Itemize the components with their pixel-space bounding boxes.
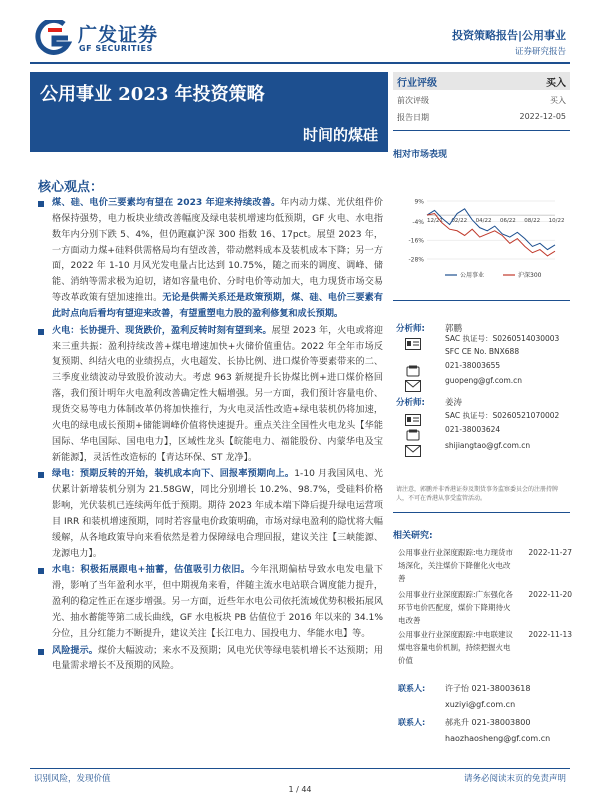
analyst-2-label: 分析师: xyxy=(396,398,425,408)
contact-label: 联系人: xyxy=(398,718,426,727)
related-title: 相关研究: xyxy=(393,531,433,541)
x-tick-label: 10/22 xyxy=(548,218,565,225)
footer-slogan: 识别风险，发现价值 xyxy=(34,774,111,784)
related-item-text: 公用事业行业深度跟踪:广东强化各环节电价匹配度，煤价下降期待火电改善 xyxy=(398,590,514,625)
relative-performance-chart xyxy=(405,193,565,283)
related-item[interactable] xyxy=(398,588,572,627)
analyst-1-label: 分析师: xyxy=(396,324,425,334)
phone-icon xyxy=(405,362,421,374)
analyst-divider xyxy=(393,300,570,301)
header-divider xyxy=(30,62,570,64)
related-item-text: 公用事业行业深度跟踪:电力现货市场深化，关注煤价下降催化火电改善 xyxy=(398,548,514,583)
core-para-2 xyxy=(38,324,383,467)
company-logo xyxy=(34,18,204,58)
prev-rating-label: 前次评级 xyxy=(397,96,429,105)
phone-icon xyxy=(405,426,421,438)
contact-1-phone: 许子怡 021-38003618 xyxy=(445,684,531,693)
contact-label: 联系人: xyxy=(398,684,426,693)
prev-rating-row xyxy=(393,95,570,109)
bullet-square-icon xyxy=(38,649,44,655)
report-date-label: 报告日期 xyxy=(397,113,429,122)
logo-en-text: GF SECURITIES xyxy=(79,44,153,53)
related-item-text: 公用事业行业深度跟踪:中电联建议煤电容量电价机制，持续把握火电价值 xyxy=(398,630,514,665)
bullet-square-icon xyxy=(38,472,44,478)
rating-label: 行业评级 xyxy=(397,78,437,89)
report-sub: 证券研究报告 xyxy=(514,47,566,57)
analyst-1-name: 郭鹏 xyxy=(445,324,463,334)
core-para-5 xyxy=(38,644,383,676)
core-para-1 xyxy=(38,196,383,323)
bullet-square-icon xyxy=(38,329,44,335)
report-type: 投资策略报告|公用事业 xyxy=(451,29,566,42)
analyst-2-email[interactable]: shijiangtao@gf.com.cn xyxy=(445,441,531,450)
related-item-date: 2022-11-13 xyxy=(528,630,572,639)
para-lead: 绿电：预期反转的开始，装机成本向下、回报率预期向上。 xyxy=(52,469,295,480)
bullet-square-icon xyxy=(38,568,44,574)
page-number: 1 / 44 xyxy=(288,785,312,794)
contact-1-email[interactable]: xuziyi@gf.com.cn xyxy=(445,700,516,709)
report-date-row xyxy=(393,112,570,126)
x-tick-label: 04/22 xyxy=(475,218,492,225)
para-text: 年内动力煤、光伏组件价格保持强势，电力板块业绩改善幅度及绿电装机增速均低预期，GF 火电、水电指数年内分别下跌 5、4%，但仍跑赢沪深 300 指数 16、17pct。展望 2023 年，一方面动力煤+硅料供需格局均有望改善，带动燃料成本及装机成本下降；另一方面，2022 年 1-10 月风光发电量占比达到 10.75%，随之而来的调度、调峰、储能、消纳等需求极为迫切，诸如容量电价、分时电价等动加大，电力现货市场交易等改革政策有望加速推出。 xyxy=(52,198,383,304)
para-text: 展望 2023 年，火电或将迎来三重共振：盈利持续改善+煤电增速加快+火储价值重估。2022 年全年市场反复预期、纠结火电的业绩拐点，火电超发、长协比例、进口煤价等要素带来的二、三季度业绩波动导致股价波动大。考虑 963 新规提升长协煤比例+进口煤价格回落，我们预计明年火电盈利改善确定性大幅增强。另一方面，我们预计容量电价、现货交易等电力体制改革仍将加快推行，为火电灵活性改造+绿电装机仍将加速，火电的绿电成长预期+储能调峰价值将快速提升。重点关注全国性火电龙头【华能国际、华电国际、国电电力】，区域性龙头【皖能电力、福能股份、内蒙华电及宝新能源】，灵活性改造标的【青达环保、ST 龙净】。 xyxy=(52,325,383,463)
report-subtitle: 时间的煤硅 xyxy=(302,126,378,144)
analyst-1-sfc: SFC CE No. BNX688 xyxy=(445,347,520,356)
related-item-date: 2022-11-20 xyxy=(528,590,572,599)
email-icon xyxy=(405,377,421,389)
para-text: 今年汛期偏枯导致水电发电量下滑，影响了当年盈利水平，但中期视角来看，伴随主流水电站联合调度能力提升，盈利的稳定性正在逐步增强。另一方面，近些年水电公司依托流域优势积极拓展风光、抽水蓄能等第二成长曲线，GF 水电板块 PB 估值位于 2016 年以来的 34.1%分位，且分红能力不断提升，建议关注【长江电力、国投电力、华能水电】等。 xyxy=(52,565,383,639)
para-lead: 风险提示。 xyxy=(52,645,98,656)
email-icon xyxy=(405,442,421,454)
disclaimer-note: 请注意，郭鹏并非香港证券及期货事务监察委员会的注册持牌人，不可在香港从事受监管活动。 xyxy=(396,486,559,502)
y-tick-label: -16% xyxy=(408,237,424,245)
report-title: 公用事业 2023 年投资策略 xyxy=(40,84,265,105)
analyst-2-phone: 021-38003624 xyxy=(445,425,501,434)
footer-divider xyxy=(30,768,570,769)
rating-header xyxy=(393,72,570,90)
core-views-title: 核心观点： xyxy=(38,180,104,195)
legend-label: 公用事业 xyxy=(460,272,485,279)
footer-disclaimer[interactable]: 请务必阅读末页的免责声明 xyxy=(463,774,566,784)
market-perf-title: 相对市场表现 xyxy=(393,150,448,160)
related-item[interactable] xyxy=(398,628,572,667)
logo-cn-text: 广发证券 xyxy=(78,24,159,46)
prev-rating-value: 买入 xyxy=(550,96,566,105)
para-emphasis: 无论是供需关系还是政策预期，煤、硅、电价三要素有此时点向后看均有望迎来改善，有望重塑电力股的盈利修复和成长预期。 xyxy=(52,293,383,319)
analyst-2-name: 姜涛 xyxy=(445,398,463,408)
core-para-4 xyxy=(38,563,383,642)
x-tick-label: 06/22 xyxy=(499,218,516,225)
title-band xyxy=(30,72,388,152)
analyst-1-phone: 021-38003655 xyxy=(445,361,501,370)
id-card-icon xyxy=(405,411,421,423)
report-date-value: 2022-12-05 xyxy=(519,112,566,121)
contact-2-email[interactable]: haozhaosheng@gf.com.cn xyxy=(445,734,551,743)
y-tick-label: -28% xyxy=(408,256,424,264)
contact-2-phone: 郝兆升 021-38003800 xyxy=(445,718,531,727)
x-tick-label: 12/21 xyxy=(427,218,443,225)
para-text: 煤价大幅波动；来水不及预期；风电光伏等绿电装机增长不达预期；用电量需求增长不及预期的风险。 xyxy=(52,645,383,672)
id-card-icon xyxy=(405,335,421,347)
bullet-square-icon xyxy=(38,201,44,207)
analyst-1-email[interactable]: guopeng@gf.com.cn xyxy=(445,376,523,385)
gf-logo-icon xyxy=(34,20,72,56)
related-item[interactable] xyxy=(398,546,572,585)
legend-label: 沪深300 xyxy=(518,272,542,279)
y-tick-label: 9% xyxy=(414,198,424,206)
y-tick-label: -4% xyxy=(412,218,424,226)
para-lead: 水电：积极拓展跟电+抽蓄，估值吸引力依旧。 xyxy=(52,565,251,576)
rating-value: 买入 xyxy=(546,78,566,89)
rating-divider xyxy=(393,130,570,131)
para-lead: 煤、硅、电价三要素均有望在 2023 年迎来持续改善。 xyxy=(52,198,281,208)
para-lead: 火电：长协提升、现货跌价，盈利反转时刻有望到来。 xyxy=(52,325,272,336)
x-tick-label: 02/22 xyxy=(451,218,468,225)
x-tick-label: 08/22 xyxy=(524,218,541,225)
analyst-2-sac: SAC 执证号：S0260521070002 xyxy=(445,411,560,420)
related-item-date: 2022-11-27 xyxy=(528,548,572,557)
para-text: 1-10 月我国风电、光伏累计新增装机分别为 21.58GW，同比分别增长 10.2%、98.7%，受硅料价格影响，光伏装机已连续两年低于预期。期待 2023 年成本端下降后提升绿电运营项目 IRR 和装机增速预期，同时若容量电价政策明确，市场对绿电盈利的隐忧将大幅缓解，从各地政策导向来看依然是着力保障绿电合理回报，建议关注【三峡能源、龙源电力】。 xyxy=(52,469,383,559)
core-views-body xyxy=(38,196,383,676)
core-para-3 xyxy=(38,467,383,562)
related-divider xyxy=(393,512,570,513)
analyst-1-sac: SAC 执证号：S0260514030003 xyxy=(445,334,560,343)
